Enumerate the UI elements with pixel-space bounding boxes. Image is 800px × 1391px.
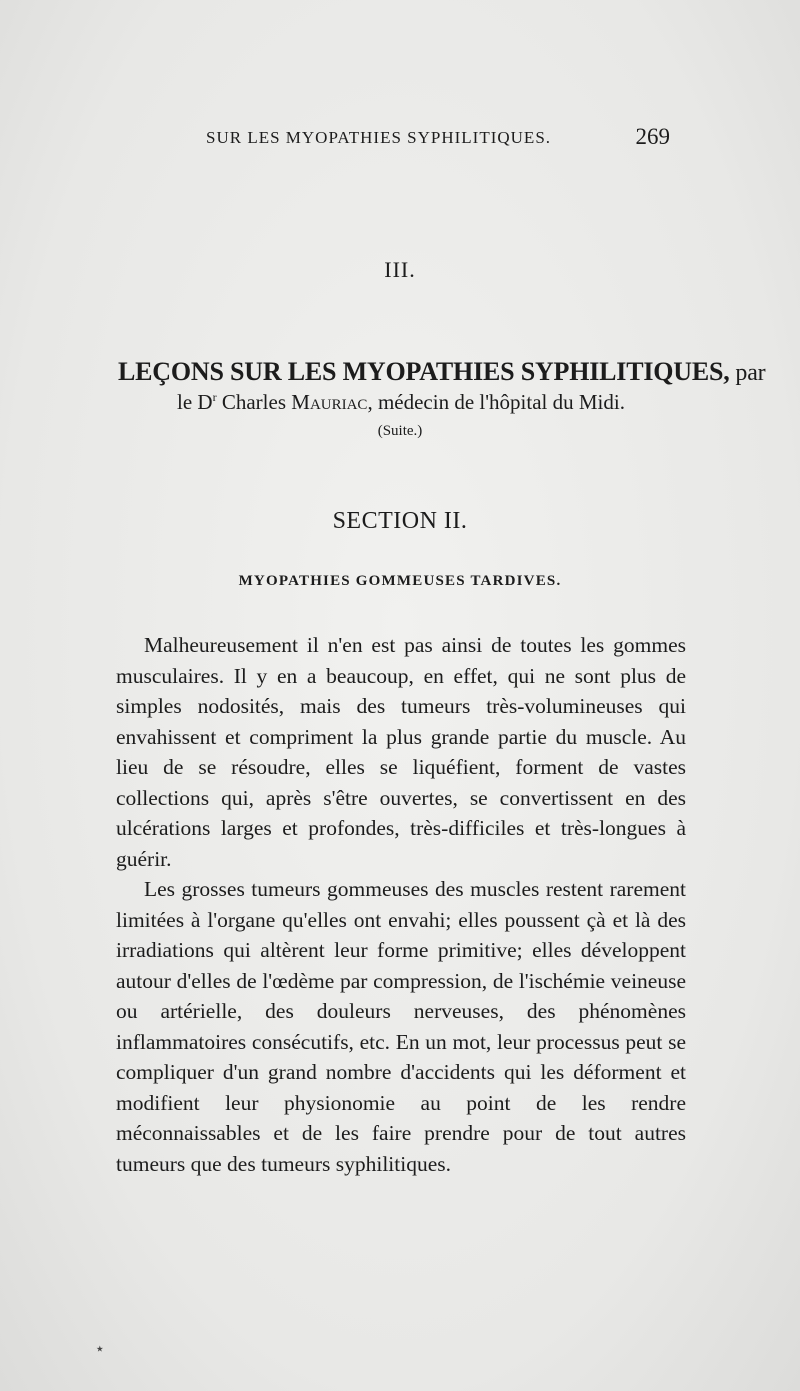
- section-heading: SECTION II.: [332, 508, 468, 534]
- continuation-note: (Suite.): [377, 423, 423, 439]
- body-text: [116, 630, 686, 1179]
- article-title-main: LEÇONS SUR LES MYOPATHIES SYPHILITIQUES,: [118, 357, 730, 386]
- stray-ink-mark: ٭: [96, 1342, 104, 1357]
- author-first-name: Charles: [216, 390, 292, 414]
- author-line: [118, 390, 684, 415]
- paragraph: Malheureusement il n'en est pas ainsi de toutes les gommes musculaires. Il y en a beaucoup, en effet, qui ne sont plus de simples nodosités, mais des tumeurs très-volumineuses qui envahissent et compriment la plus grande partie du muscle. Au lieu de se résoudre, elles se liquéfient, forment de vastes collections qui, après s'être ouvertes, se convertissent en des ulcérations larges et profondes, très-difficiles et très-longues à guérir.: [116, 633, 686, 871]
- page-number: 269: [635, 124, 670, 149]
- author-affiliation: , médecin de l'hôpital du Midi.: [367, 390, 625, 414]
- author-surname: Mauriac: [291, 390, 368, 414]
- subsection-heading: MYOPATHIES GOMMEUSES TARDIVES.: [238, 573, 562, 589]
- article-title: [118, 357, 766, 387]
- page-header: [118, 124, 680, 158]
- part-number: III.: [384, 257, 416, 282]
- author-prefix-sup: r: [212, 390, 217, 404]
- article-title-par: par: [729, 360, 766, 386]
- author-prefix: le D: [177, 390, 213, 414]
- paragraph: Les grosses tumeurs gommeuses des muscles restent rarement limitées à l'organe qu'elles ont envahi; elles poussent çà et là des irradiations qui altèrent leur forme primitive; elles développent autour d'elles de l'œdème par compression, de l'ischémie veineuse ou artérielle, des douleurs nerveuses, des phénomènes inflammatoires consécutifs, etc. En un mot, leur processus peut se compliquer d'un grand nombre d'accidents qui les déforment et modifient leur physionomie au point de les rendre méconnaissables et de les faire prendre pour de tout autres tumeurs que des tumeurs syphilitiques.: [116, 877, 686, 1176]
- running-head: SUR LES MYOPATHIES SYPHILITIQUES.: [206, 128, 552, 147]
